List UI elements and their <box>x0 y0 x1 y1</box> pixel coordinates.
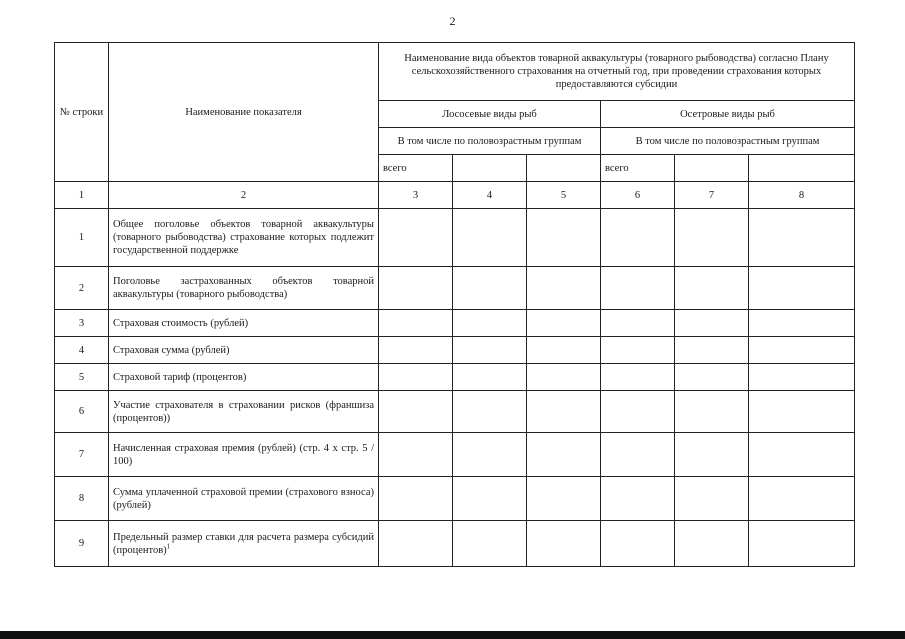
data-cell[interactable] <box>675 391 749 433</box>
header-sturgeon-group-a <box>675 155 749 182</box>
data-cell[interactable] <box>527 391 601 433</box>
header-sturgeon: Осетровые виды рыб <box>601 101 855 128</box>
data-cell[interactable] <box>453 267 527 310</box>
insurance-form-table <box>54 42 855 567</box>
column-number: 1 <box>55 182 109 209</box>
row-indicator: Страховая сумма (рублей) <box>109 337 379 364</box>
data-cell[interactable] <box>749 310 855 337</box>
table-row <box>55 267 855 310</box>
column-number-row <box>55 182 855 209</box>
column-number: 5 <box>527 182 601 209</box>
row-indicator: Страховая стоимость (рублей) <box>109 310 379 337</box>
data-cell[interactable] <box>601 391 675 433</box>
data-cell[interactable] <box>601 433 675 477</box>
data-cell[interactable] <box>675 267 749 310</box>
data-cell[interactable] <box>601 521 675 567</box>
data-cell[interactable] <box>601 364 675 391</box>
header-indicator-name: Наименование показателя <box>109 43 379 182</box>
data-cell[interactable] <box>749 433 855 477</box>
data-cell[interactable] <box>675 364 749 391</box>
data-cell[interactable] <box>453 310 527 337</box>
data-cell[interactable] <box>527 209 601 267</box>
row-indicator <box>109 521 379 567</box>
data-cell[interactable] <box>601 310 675 337</box>
data-cell[interactable] <box>749 267 855 310</box>
column-number: 4 <box>453 182 527 209</box>
data-cell[interactable] <box>379 267 453 310</box>
column-number: 7 <box>675 182 749 209</box>
table-row <box>55 310 855 337</box>
table-row <box>55 433 855 477</box>
header-sturgeon-total: всего <box>601 155 675 182</box>
data-cell[interactable] <box>379 310 453 337</box>
data-cell[interactable] <box>749 364 855 391</box>
data-cell[interactable] <box>749 337 855 364</box>
header-salmon-group-a <box>453 155 527 182</box>
data-cell[interactable] <box>527 521 601 567</box>
data-cell[interactable] <box>675 337 749 364</box>
data-cell[interactable] <box>675 477 749 521</box>
data-cell[interactable] <box>379 209 453 267</box>
data-cell[interactable] <box>675 209 749 267</box>
scan-bottom-edge <box>0 631 905 639</box>
data-cell[interactable] <box>749 521 855 567</box>
row-number: 4 <box>55 337 109 364</box>
data-cell[interactable] <box>379 391 453 433</box>
data-cell[interactable] <box>749 391 855 433</box>
row-number: 1 <box>55 209 109 267</box>
row-number: 6 <box>55 391 109 433</box>
data-cell[interactable] <box>527 337 601 364</box>
row-number: 9 <box>55 521 109 567</box>
data-cell[interactable] <box>527 267 601 310</box>
data-cell[interactable] <box>675 433 749 477</box>
data-cell[interactable] <box>453 337 527 364</box>
row-number: 8 <box>55 477 109 521</box>
header-salmon-age-groups: В том числе по половозрастным группам <box>379 128 601 155</box>
data-cell[interactable] <box>453 364 527 391</box>
table-row <box>55 209 855 267</box>
footnote-marker: 1 <box>166 542 171 550</box>
data-cell[interactable] <box>601 267 675 310</box>
header-sturgeon-age-groups: В том числе по половозрастным группам <box>601 128 855 155</box>
data-cell[interactable] <box>379 433 453 477</box>
row-indicator: Поголовье застрахованных объектов товарной аквакультуры (товарного рыбоводства) <box>109 267 379 310</box>
header-sturgeon-group-b <box>749 155 855 182</box>
data-cell[interactable] <box>453 477 527 521</box>
data-cell[interactable] <box>749 477 855 521</box>
data-cell[interactable] <box>675 310 749 337</box>
data-cell[interactable] <box>379 477 453 521</box>
column-number: 2 <box>109 182 379 209</box>
data-cell[interactable] <box>749 209 855 267</box>
data-cell[interactable] <box>527 477 601 521</box>
table-row <box>55 337 855 364</box>
table-row <box>55 521 855 567</box>
column-number: 6 <box>601 182 675 209</box>
header-salmon: Лососевые виды рыб <box>379 101 601 128</box>
table-row <box>55 364 855 391</box>
data-cell[interactable] <box>379 337 453 364</box>
header-object-type-group: Наименование вида объектов товарной аквакультуры (товарного рыбоводства) согласно Плану сельскохозяйственного страхования на отчетный год, при проведении страхования которых предоставляются субсидии <box>379 43 855 101</box>
row-indicator: Общее поголовье объектов товарной аквакультуры (товарного рыбоводства) страхование которых подлежит государственной поддержке <box>109 209 379 267</box>
data-cell[interactable] <box>527 364 601 391</box>
table-row <box>55 391 855 433</box>
data-cell[interactable] <box>601 337 675 364</box>
row-indicator-text: Предельный размер ставки для расчета размера субсидий (процентов) <box>113 531 374 556</box>
data-cell[interactable] <box>453 209 527 267</box>
row-number: 5 <box>55 364 109 391</box>
data-cell[interactable] <box>453 433 527 477</box>
header-row-number: № строки <box>55 43 109 182</box>
row-indicator: Страховой тариф (процентов) <box>109 364 379 391</box>
data-cell[interactable] <box>601 209 675 267</box>
data-cell[interactable] <box>453 391 527 433</box>
row-indicator: Сумма уплаченной страховой премии (страхового взноса) (рублей) <box>109 477 379 521</box>
row-indicator: Участие страхователя в страховании рисков (франшиза (процентов)) <box>109 391 379 433</box>
table-row <box>55 477 855 521</box>
data-cell[interactable] <box>453 521 527 567</box>
column-number: 3 <box>379 182 453 209</box>
row-number: 2 <box>55 267 109 310</box>
header-salmon-group-b <box>527 155 601 182</box>
page-number: 2 <box>449 14 456 28</box>
row-number: 7 <box>55 433 109 477</box>
data-cell[interactable] <box>379 364 453 391</box>
data-cell[interactable] <box>527 433 601 477</box>
column-number: 8 <box>749 182 855 209</box>
data-cell[interactable] <box>601 477 675 521</box>
data-cell[interactable] <box>675 521 749 567</box>
row-indicator: Начисленная страховая премия (рублей) (стр. 4 х стр. 5 / 100) <box>109 433 379 477</box>
data-cell[interactable] <box>379 521 453 567</box>
header-salmon-total: всего <box>379 155 453 182</box>
data-cell[interactable] <box>527 310 601 337</box>
row-number: 3 <box>55 310 109 337</box>
